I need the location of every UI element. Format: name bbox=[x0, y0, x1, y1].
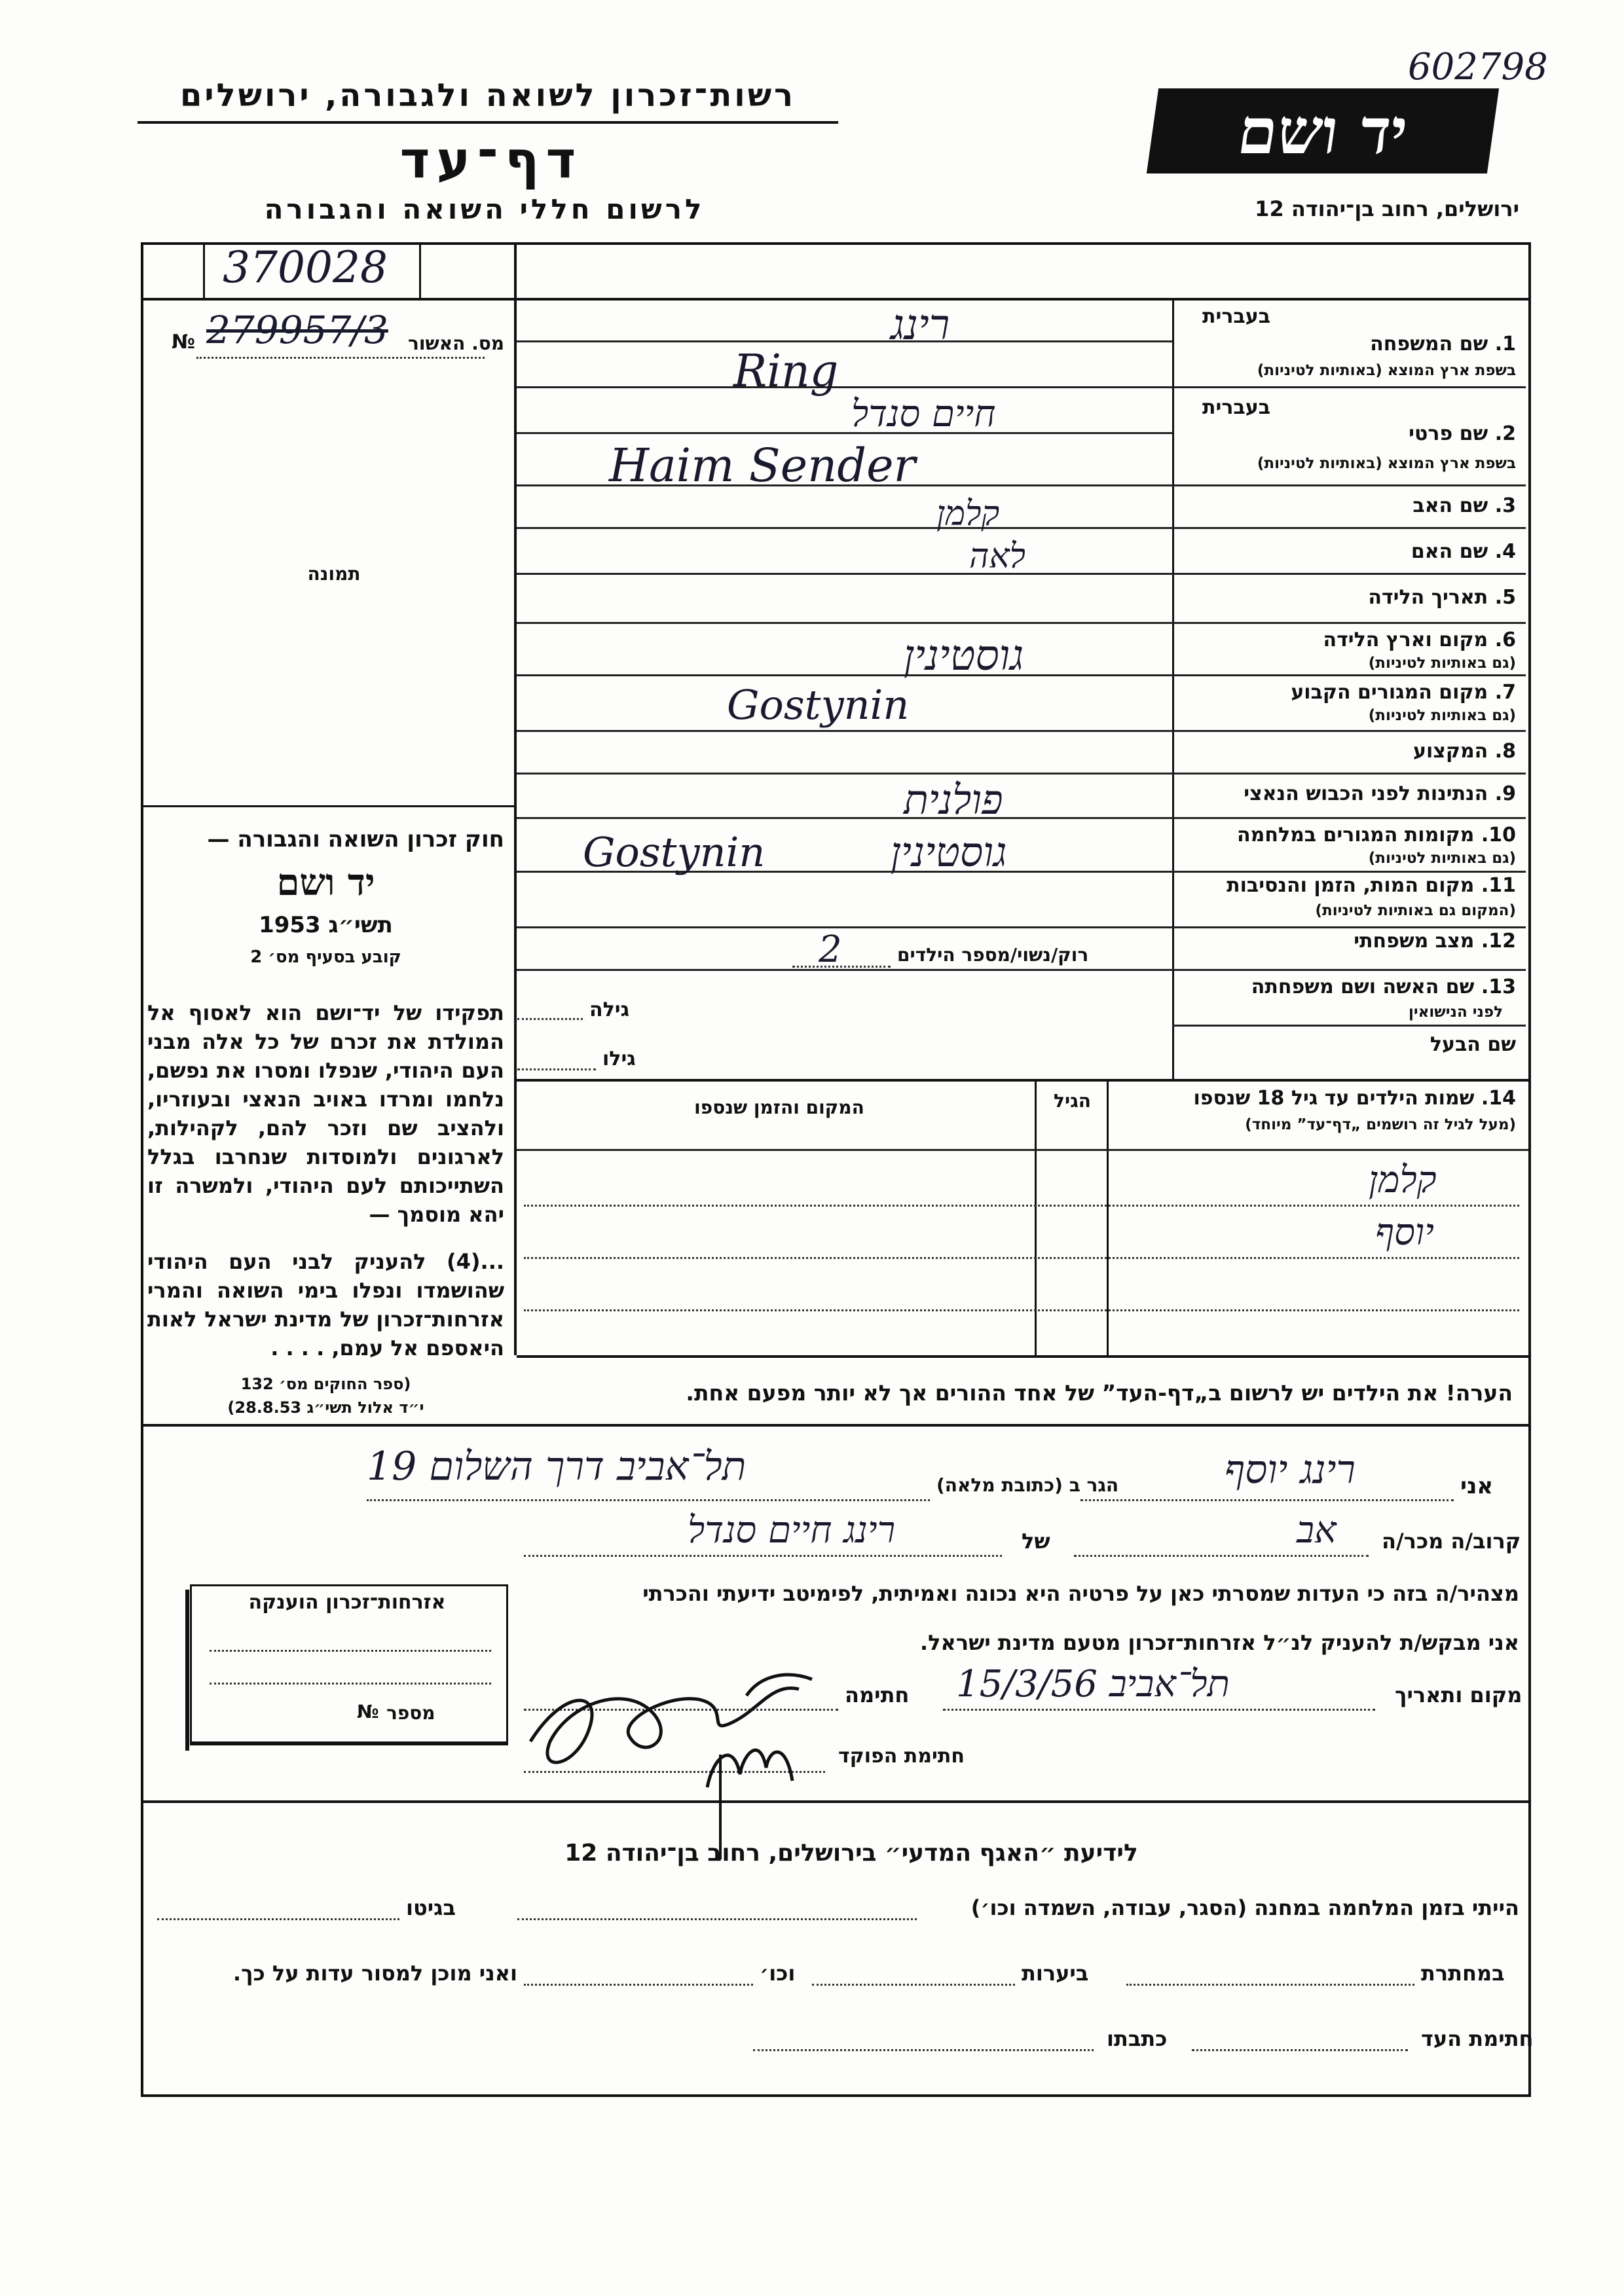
law-body-2: ...(4) להעניק לבני העם היהודי שהושמדו ונפלו בימי השואה והמרי אזרחות־זכרון של מדינת ישראל לאות היאספם אל עמם, . . . . bbox=[147, 1249, 504, 1360]
children-header-sub: (מעל לגיל זה רושמים „דף־עד” מיוחד) bbox=[1245, 1116, 1516, 1133]
marital-options: רוק/נשוי/מספר הילדים bbox=[897, 944, 1089, 966]
footer-address: כתבתו bbox=[1107, 2026, 1168, 2051]
declaration-i-label: אני bbox=[1460, 1473, 1494, 1499]
law-title: חוק זכרון השואה והגבורה — bbox=[207, 826, 504, 852]
field-2-sub: בשפת ארץ המוצא (באותיות לטיניות) bbox=[1257, 455, 1516, 472]
children-age-col: הגיל bbox=[1054, 1090, 1091, 1112]
note: הערה! את הילדים יש לרשום ב„דף-העד” של אחד ההורים אך לא יותר מפעם אחת. bbox=[686, 1380, 1513, 1406]
law-year: תשי״ג 1953 bbox=[259, 912, 393, 938]
mother-name: לאה bbox=[969, 537, 1025, 576]
field-7-label: 7. מקום המגורים הקבוע bbox=[1291, 681, 1516, 704]
of-label: של bbox=[1022, 1529, 1050, 1554]
request: אני מבקש/ת להעניק לנ״ל אזרחות־זכרון מטעם מדינת ישראל. bbox=[920, 1630, 1519, 1655]
law-source: (ספר החוקים מס׳ 132 bbox=[240, 1375, 411, 1393]
field-5-label: 5. תאריך הלידה bbox=[1368, 586, 1516, 609]
approval-label: מס. האשור bbox=[408, 333, 504, 354]
field-8-label: 8. המקצוע bbox=[1412, 740, 1516, 763]
approval-number: 279957/3 bbox=[206, 308, 388, 352]
citizenship-number-prefix: № bbox=[357, 1701, 379, 1722]
surname-latin: Ring bbox=[733, 346, 839, 397]
field-1-lang: בעברית bbox=[1202, 305, 1270, 328]
footer-etc: וכו׳ bbox=[760, 1961, 796, 1986]
field-11-label: 11. מקום המות, הזמן והנסיבות bbox=[1227, 874, 1516, 897]
form-title: דף־עד bbox=[399, 131, 583, 190]
wife-age-label: גילה bbox=[589, 998, 629, 1021]
citizenship-box-title: אזרחות־זכרון הוענקה bbox=[248, 1591, 446, 1614]
footer-camp: הייתי בזמן המלחמה במחנה (הסגר, עבודה, השמדה וכו׳) bbox=[970, 1895, 1519, 1920]
residence-latin: Gostynin bbox=[727, 681, 910, 729]
yad-vashem-logo bbox=[1147, 88, 1499, 173]
footer-heading: לידיעת ״האגף המדעי״ בירושלים, רחוב בן־יהודה 12 bbox=[564, 1840, 1138, 1867]
declarant-address: תל־אביב דרך השלום 19 bbox=[367, 1444, 747, 1489]
relative-label: קרוב/ה מכר/ה bbox=[1382, 1529, 1521, 1554]
surname-hebrew: רינג bbox=[891, 301, 950, 350]
approval-prefix: № bbox=[172, 331, 196, 354]
field-10-sub: (גם באותיות לטיניות) bbox=[1368, 850, 1516, 867]
birthplace: גוסטינין bbox=[904, 632, 1024, 680]
field-4-label: 4. שם האם bbox=[1411, 540, 1516, 563]
children-header: 14. שמות הילדים עד גיל 18 שנספו bbox=[1193, 1087, 1516, 1110]
authority-name: רשות־זכרון לשואה ולגבורה, ירושלים bbox=[179, 77, 796, 114]
law-clause: קובע בסעיף מס׳ 2 bbox=[250, 947, 401, 967]
field-12-label: 12. מצב משפחתי bbox=[1354, 930, 1516, 953]
photo-label: תמונה bbox=[307, 563, 361, 585]
field-13-label: 13. שם האשה ושם משפחתה bbox=[1251, 975, 1516, 998]
declarant-name: רינג יוסף bbox=[1225, 1447, 1356, 1493]
wartime-residence-hebrew: גוסטינין bbox=[891, 828, 1007, 876]
field-13-sub: לפני הנישואין bbox=[1409, 1004, 1503, 1021]
top-record-number: 370028 bbox=[223, 242, 388, 293]
footer-testimony: ואני מוכן למסור עדות על כך. bbox=[232, 1961, 517, 1986]
footer-witness-signature: חתימת העד bbox=[1421, 2026, 1534, 2051]
field-3-label: 3. שם האב bbox=[1412, 494, 1516, 517]
father-name: קלמן bbox=[936, 494, 1000, 534]
field-1-sub: בשפת ארץ המוצא (באותיות לטיניות) bbox=[1257, 362, 1516, 379]
field-1-label: 1. שם המשפחה bbox=[1370, 333, 1516, 355]
law-name: יד ושם bbox=[276, 861, 375, 904]
address-label: הגר ב (כתובת מלאה) bbox=[936, 1474, 1119, 1496]
relation: אב bbox=[1297, 1509, 1337, 1552]
husband-age-label: גילו bbox=[602, 1048, 636, 1070]
field-2-label: 2. שם פרטי bbox=[1409, 422, 1516, 445]
officer-label: חתימת הפוקד bbox=[838, 1745, 965, 1768]
of-name: רינג חיים סנדל bbox=[688, 1509, 896, 1552]
firstname-hebrew: חיים סנדל bbox=[851, 393, 996, 435]
field-10-label: 10. מקומות המגורים במלחמה bbox=[1237, 824, 1516, 847]
law-source-date: י״ד אלול תשי״ג 28.8.53) bbox=[227, 1398, 424, 1417]
place-date-label: מקום ותאריך bbox=[1395, 1683, 1522, 1707]
field-7-sub: (גם באותיות לטיניות) bbox=[1368, 707, 1516, 724]
law-body-1: תפקידו של יד־ושם הוא לאסוף אל המולדת את זכרם של כל אלה מבני העם היהודי, שנפלו ומסרו את נפשם, נלחמו ומרדו באויב הנאצי ובעוזריו, ולהציב שם וזכר להם, לקהילות, לארגונים ולמוסדות שנחרבו בגלל השתייכותם לעם היהודי, ולמשרה זו יהא מוסמך — bbox=[147, 1000, 504, 1227]
citizenship-number-label: מספר bbox=[386, 1702, 435, 1724]
archive-reference-number: 602798 bbox=[1408, 46, 1548, 88]
form-subtitle: לרשום חללי השואה והגבורה bbox=[264, 193, 705, 225]
place-date: תל־אביב 15/3/56 bbox=[956, 1663, 1230, 1705]
field-2-lang: בעברית bbox=[1202, 396, 1270, 419]
address: ירושלים, רחוב בן־יהודה 12 bbox=[1255, 196, 1519, 221]
footer-forests: ביערות bbox=[1022, 1961, 1089, 1986]
signature-label: חתימה bbox=[845, 1683, 910, 1707]
field-6-sub: (גם באותיות לטיניות) bbox=[1368, 655, 1516, 672]
child-name-2: יוסף bbox=[1375, 1211, 1434, 1254]
footer-underground: במחתרת bbox=[1421, 1961, 1505, 1986]
children-count: 2 bbox=[819, 928, 842, 971]
citizenship: פולנית bbox=[904, 776, 1003, 824]
firstname-latin: Haim Sender bbox=[609, 439, 915, 492]
field-9-label: 9. הנתינות לפני הכבוש הנאצי bbox=[1244, 782, 1516, 805]
children-place-col: המקום והזמן שנספו bbox=[694, 1097, 864, 1118]
husband-label: שם הבעל bbox=[1430, 1033, 1516, 1056]
child-name-1: קלמן bbox=[1369, 1159, 1437, 1201]
statement: מצהיר/ה בזה כי העדות שמסרתי כאן על פרטיה היא נכונה ואמיתית, לפימיטב ידיעתי והכרתי bbox=[642, 1581, 1519, 1606]
logo-text: יד ושם bbox=[1233, 94, 1412, 168]
field-6-label: 6. מקום וארץ הלידה bbox=[1323, 629, 1516, 651]
field-11-sub: (המקום גם באותיות לטיניות) bbox=[1315, 902, 1516, 919]
footer-ghetto: בגיטו bbox=[406, 1895, 456, 1920]
wartime-residence-latin: Gostynin bbox=[583, 828, 766, 876]
